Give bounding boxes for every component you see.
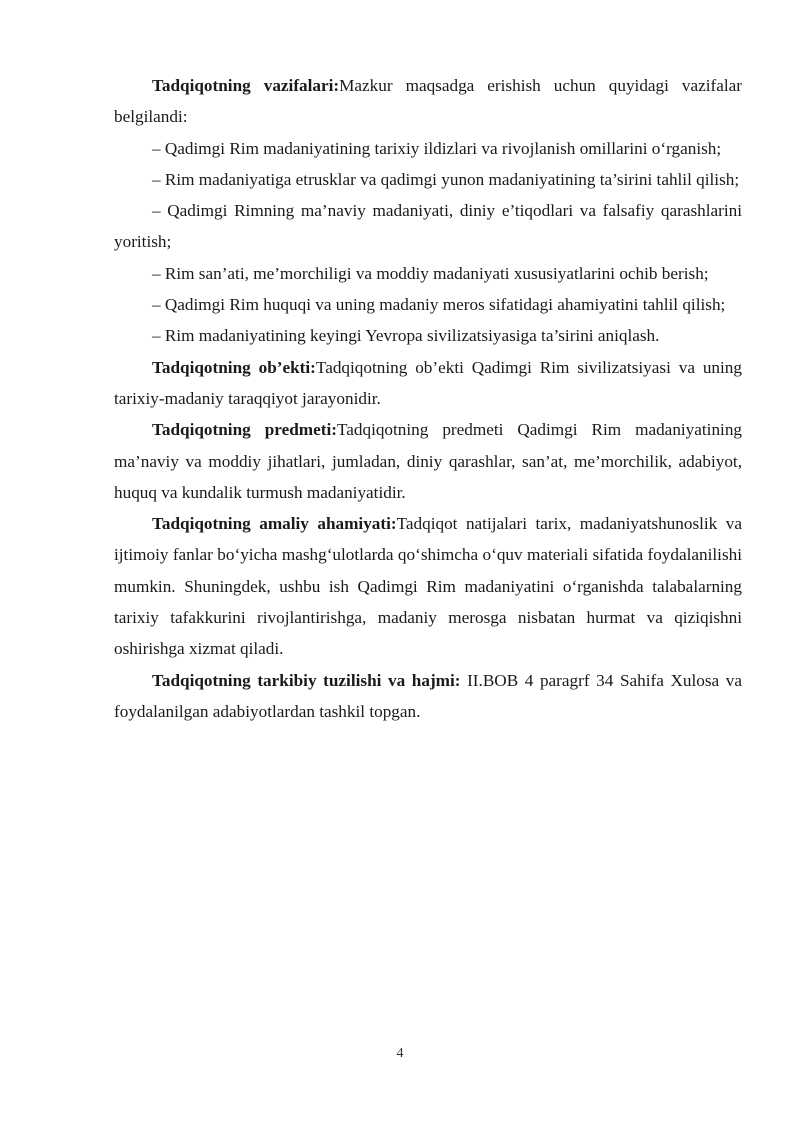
page-number: 4 <box>396 1046 404 1061</box>
task-item-text: – Qadimgi Rim huquqi va uning madaniy meros sifatidagi ahamiyatini tahlil qilish; <box>152 295 726 315</box>
object-paragraph <box>114 352 742 415</box>
object-text: Tadqiqotning ob’ekti Qadimgi Rim sivilizatsiyasi va uning tarixiy-madaniy taraqqiyot jarayonidir. <box>114 357 742 408</box>
task-item <box>114 164 742 195</box>
structure-paragraph <box>114 665 742 728</box>
practical-text: Tadqiqot natijalari tarix, madaniyatshunoslik va ijtimoiy fanlar bo‘yicha mashg‘ulotlarda qo‘shimcha o‘quv materiali sifatida foydalanilishi mumkin. Shuningdek, ushbu ish Qadimgi Rim madaniyatini o‘rganishda talabalarning tarixiy tafakkurini rivojlantirishga, madaniy merosga nisbatan hurmat va qiziqishni oshirishga xizmat qiladi. <box>114 514 742 659</box>
subject-text: Tadqiqotning predmeti Qadimgi Rim madaniyatining ma’naviy va moddiy jihatlari, jumladan, diniy qarashlar, san’at, me’morchilik, adabiyot, huquq va kundalik turmush madaniyatidir. <box>114 420 743 502</box>
tasks-intro: Mazkur maqsadga erishish uchun quyidagi vazifalar belgilandi: <box>114 76 743 127</box>
task-item <box>114 195 742 258</box>
task-item <box>114 320 742 351</box>
subject-paragraph <box>114 414 742 508</box>
practical-heading: Tadqiqotning amaliy ahamiyati: <box>152 514 397 534</box>
structure-heading: Tadqiqotning tarkibiy tuzilishi va hajmi: <box>152 670 461 690</box>
task-item-text: – Rim madaniyatiga etrusklar va qadimgi yunon madaniyatining ta’sirini tahlil qilish; <box>152 169 740 189</box>
task-item-text: – Rim san’ati, me’morchiligi va moddiy madaniyati xususiyatlarini ochib berish; <box>152 263 709 283</box>
task-item <box>114 289 742 320</box>
task-item-text: – Rim madaniyatining keyingi Yevropa sivilizatsiyasiga ta’sirini aniqlash. <box>152 326 660 346</box>
task-item <box>114 258 742 289</box>
structure-text: II.BOB 4 paragrf 34 Sahifa Xulosa va foydalanilgan adabiyotlardan tashkil topgan. <box>114 670 742 721</box>
subject-heading: Tadqiqotning predmeti: <box>152 420 337 440</box>
object-heading: Tadqiqotning ob’ekti: <box>152 357 316 377</box>
document-body <box>114 70 742 727</box>
practical-paragraph <box>114 508 742 664</box>
task-item-text: – Qadimgi Rimning ma’naviy madaniyati, diniy e’tiqodlari va falsafiy qarashlarini yoritish; <box>114 201 742 252</box>
task-item-text: – Qadimgi Rim madaniyatining tarixiy ildizlari va rivojlanish omillarini o‘rganish; <box>152 138 722 158</box>
tasks-paragraph <box>114 70 742 133</box>
task-item <box>114 133 742 164</box>
tasks-heading: Tadqiqotning vazifalari: <box>152 76 340 95</box>
